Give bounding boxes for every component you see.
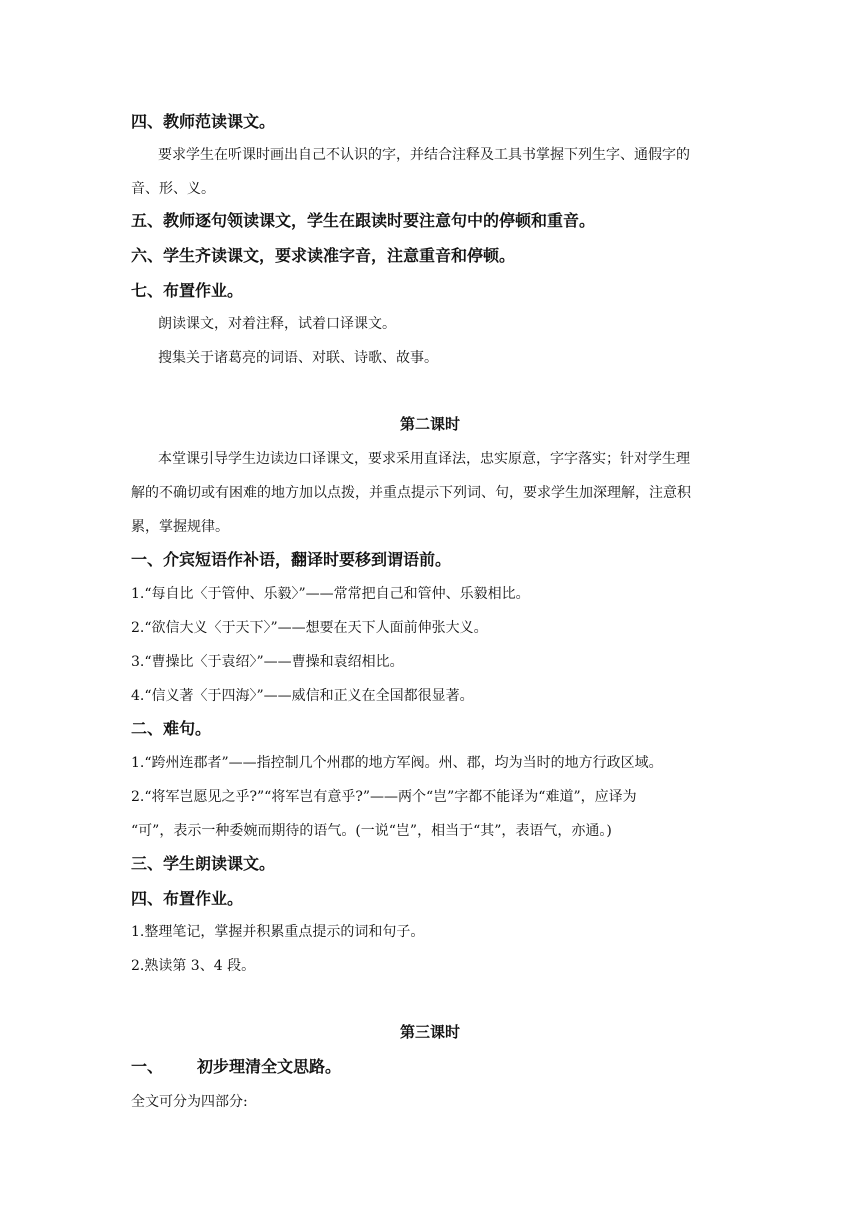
heading-teacher-reading: 四、教师范读课文。	[131, 112, 276, 131]
lesson2-intro-line2: 解的不确切或有困难的地方加以点拨，并重点提示下列词、句，要求学生加深理解，注意积	[131, 485, 691, 501]
homework-item-2: 2.熟读第 3、4 段。	[131, 958, 256, 974]
list-item: 2.“欲信大义〈于天下〉”——想要在天下人面前伸张大义。	[131, 620, 488, 636]
paragraph-requirement-line1: 要求学生在听课时画出自己不认识的字，并结合注释及工具书掌握下列生字、通假字的	[158, 147, 690, 163]
list-item: 4.“信义著〈于四海〉”——威信和正义在全国都很显著。	[131, 688, 474, 704]
heading-lead-reading: 五、教师逐句领读课文，学生在跟读时要注意句中的停顿和重音。	[131, 211, 596, 230]
homework-item-2: 搜集关于诸葛亮的词语、对联、诗歌、故事。	[158, 350, 438, 366]
lesson2-intro-line3: 累，掌握规律。	[131, 519, 229, 535]
heading-text: 初步理清全文思路。	[197, 1057, 342, 1076]
list-item: 1.“跨州连郡者”——指控制几个州郡的地方军阀。州、郡，均为当时的地方行政区域。	[131, 755, 663, 771]
homework-item-1: 朗读课文，对着注释，试着口译课文。	[158, 316, 396, 332]
heading-group-reading: 六、学生齐读课文，要求读准字音，注意重音和停顿。	[131, 246, 516, 265]
homework-item-1: 1.整理笔记，掌握并积累重点提示的词和句子。	[131, 924, 425, 940]
heading-homework-1: 七、布置作业。	[131, 281, 244, 300]
list-item-continuation: “可”，表示一种委婉而期待的语气。(一说“岂”，相当于“其”，表语气，亦通。)	[131, 823, 612, 839]
paragraph-structure: 全文可分为四部分:	[131, 1094, 248, 1110]
section-title-lesson-2: 第二课时	[399, 415, 460, 433]
heading-prepositional-phrase: 一、介宾短语作补语，翻译时要移到谓语前。	[131, 550, 452, 569]
heading-difficult-sentences: 二、难句。	[131, 719, 212, 738]
list-item: 3.“曹操比〈于袁绍〉”——曹操和袁绍相比。	[131, 654, 404, 670]
paragraph-requirement-line2: 音、形、义。	[131, 181, 215, 197]
section-title-lesson-3: 第三课时	[399, 1023, 460, 1041]
heading-homework-2: 四、布置作业。	[131, 889, 244, 908]
lesson2-intro-line1: 本堂课引导学生边读边口译课文，要求采用直译法，忠实原意，字字落实；针对学生理	[158, 451, 690, 467]
heading-number: 一、	[131, 1057, 164, 1076]
list-item: 2.“将军岂愿见之乎?”“将军岂有意乎?”——两个“岂”字都不能译为“难道”，应译为	[131, 789, 637, 805]
heading-outline	[131, 1059, 732, 1075]
heading-student-reading: 三、学生朗读课文。	[131, 854, 276, 873]
list-item: 1.“每自比〈于管仲、乐毅〉”——常常把自己和管仲、乐毅相比。	[131, 586, 530, 602]
